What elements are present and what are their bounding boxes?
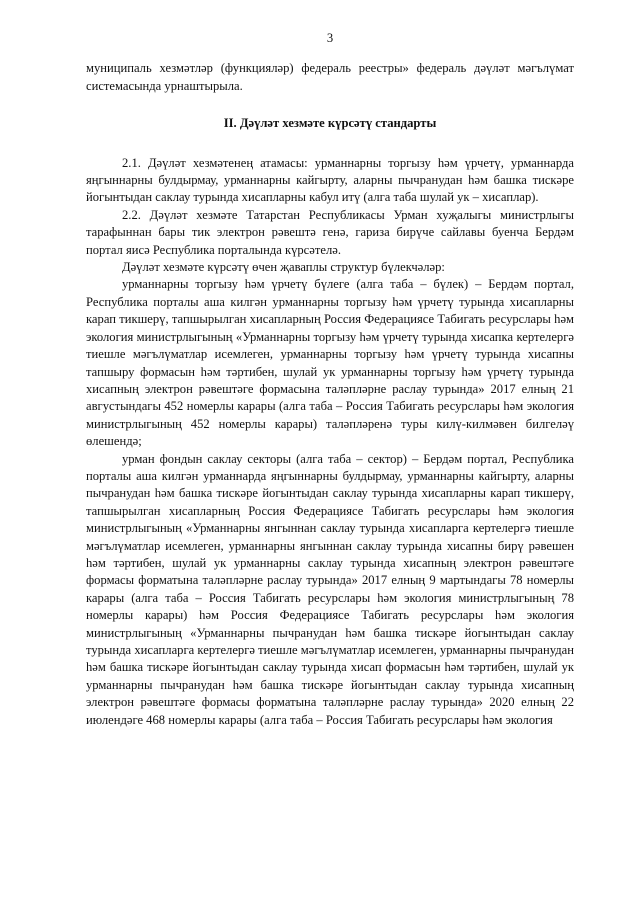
page-number: 3 xyxy=(326,31,334,45)
document-page xyxy=(86,30,574,729)
paragraph-sector: урман фондын саклау секторы (алга таба – сектор) – Бердәм портал, Республика порталы аша килгән урманнарда яңгыннарны булдырмау, урманнарны кайгырту, аларны пычранудан һәм башка тискәре йогынтыдан саклау турында хисапларны карап тикшерү, тапшырылган хисапларның Россия Федерациясе Табигать ресурслары һәм экология министрлыгының «Урманнарны янгыннан саклау турында хисапларга кертелергә тиешле мәгълүматлар исемлеген, урманнарны янгыннан саклау турында хисапны бирү рәвешен һәм тәртибен, шулай ук урманнарны саклау турында хисапның электрон рәвештәге формасы форматына таләпләрне раслау турында» 2017 елның 9 мартындагы 78 номерлы карары (алга таба – Россия Табигать ресурслары һәм экология министрлыгының 78 номерлы карары) һәм Россия Федерациясе Табигать ресурслары һәм экология министрлыгының «Урманнарны пычранудан һәм башка тискәре йогынтыдан саклау турында хисапларга кертелергә тиешле мәгълүматлар исемлеген, урманнарны пычранудан һәм башка тискәре йогынтыдан саклау турында хисап формасын һәм тәртибен, шулай ук урманнарны пычранудан һәм башка тискәре йогынтыдан саклау турында хисапның электрон рәвештәге формасы форматына таләпләрне раслау турында» 2020 елның 22 июлендәге 468 номерлы карары (алга таба – Россия Табигать ресурслары һәм экология xyxy=(86,451,574,727)
paragraph-2-2: 2.2. Дәүләт хезмәте Татарстан Республикасы Урман хуҗалыгы министрлыгы тарафыннан бары тик электрон рәвештә генә, гариза бирүче сайлавы буенча Бердәм портал яисә Республика порталында күрсәтелә. xyxy=(86,207,574,257)
paragraph-department: урманнарны торгызу һәм үрчетү бүлеге (алга таба – бүлек) – Бердәм портал, Республика порталы аша килгән урманнарны торгызу һәм үрчетү турында хисапларны карап тикшерү, тапшырылган хисапларның Россия Федерациясе Табигать ресурслары һәм экология министрлыгының «Урманнарны торгызу һәм үрчетү турында хисапка кертелергә тиешле мәгълүматлар исемлеген, урманнарны торгызу һәм үрчетү турында хисапны тапшыру формасын һәм тәртибен, шулай ук урманнарны торгызу һәм үрчетү турында хисапның электрон рәвештәге формасына таләпләрне раслау турында» 2017 елның 21 августындагы 452 номерлы карары (алга таба – Россия Табигать ресурслары һәм экология министрлыгының 452 номерлы карары) таләпләренә туры килү-килмәвен билгеләү өлешендә; xyxy=(86,277,574,449)
section-title: II. Дәүләт хезмәте күрсәтү стандарты xyxy=(223,116,437,131)
intro-paragraph: муниципаль хезмәтләр (функцияләр) федераль реестры» федераль дәүләт мәгълүмат системасында урнаштырыла. xyxy=(86,61,574,93)
paragraph-responsible-units: Дәүләт хезмәте күрсәтү өчен җаваплы структур бүлекчәләр: xyxy=(122,260,445,275)
paragraph-2-1: 2.1. Дәүләт хезмәтенең атамасы: урманнарны торгызу һәм үрчетү, урманнарда яңгыннарны булдырмау, урманнарны кайгырту, аларны пычранудан һәм башка тискәре йогынтыдан саклау турында хисапларны кабул итү (алга таба шулай ук – хисаплар). xyxy=(86,155,574,205)
